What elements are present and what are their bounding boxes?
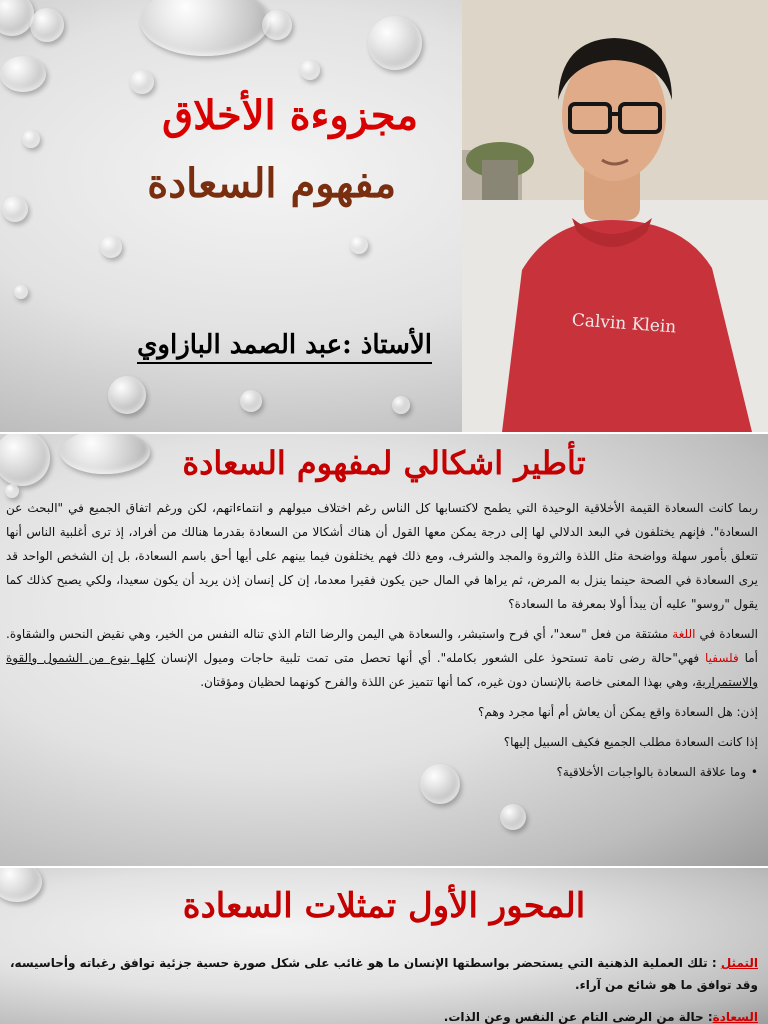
water-drop — [22, 130, 40, 148]
text-span: ، وهي بهذا المعنى خاصة بالإنسان دون غيره، كما أنها تتميز عن اللذة والفرح كونهما لحظيان ومؤقتان. — [200, 675, 696, 689]
water-drop — [14, 285, 28, 299]
definition-representation — [8, 952, 758, 996]
question-3-row — [6, 760, 758, 784]
water-drop — [0, 0, 34, 36]
text-span: السعادة في — [695, 627, 758, 641]
framing-slide — [0, 432, 768, 866]
term-label: التمثل — [720, 956, 758, 970]
text-span: فهي"حالة رضى تامة تستحوذ على الشعور بكامله". أي أنها تحصل متى تمت تلبية حاجات وميول الإنسان — [155, 651, 705, 665]
water-drop — [100, 236, 122, 258]
water-drop — [300, 60, 320, 80]
water-drop — [140, 0, 270, 56]
water-drop — [262, 10, 292, 40]
definition-paragraph — [6, 622, 758, 694]
definition-happiness — [8, 1006, 758, 1024]
teacher-name: الأستاذ :عبد الصمد البازاوي — [137, 330, 432, 364]
keyword-philosophically: فلسفيا — [704, 651, 739, 665]
question-3: وما علاقة السعادة بالواجبات الأخلاقية؟ — [556, 765, 746, 779]
water-drop — [130, 70, 154, 94]
question-2: إذا كانت السعادة مطلب الجميع فكيف السبيل إليها؟ — [503, 735, 758, 749]
water-drop — [108, 376, 146, 414]
question-1: إذن: هل السعادة واقع يمكن أن يعاش أم أنها مجرد وهم؟ — [478, 705, 758, 719]
intro-paragraph: ربما كانت السعادة القيمة الأخلاقية الوحيدة التي يطمح لاكتسابها كل الناس رغم اختلاف ميولهم و انتماءاتهم، لكن ورغم اتفاق الجميع في "البحث عن السعادة". فإنهم يختلفون في البعد الدلالي لها إلى درجة يمكن معها القول أن هناك أشكالا من السعادة بقدرما هنالك من أفراد، إذ ترى أغلبية الناس أنها تتعلق بأمور سهلة وواضحة مثل اللذة والثروة والمجد والشرف، ومع ذلك فهم يختلفون فيما بينهم على أيها أحق باسم السعادة، بل إن الشخص الواحد قد يرى السعادة في الصحة حينما ينزل به المرض، ثم يراها في المال حين يكون فقيرا معدما، إن كل إنسان إذن يريد أن يكون سعيدا، ولكي يصبح كذلك كما يقول "روسو" عليه أن يبدأ أولا بمعرفة ما السعادة؟ — [6, 501, 758, 611]
water-drop — [0, 56, 46, 92]
framing-title: تأطير اشكالي لمفهوم السعادة — [182, 444, 586, 482]
teacher-portrait-illustration — [462, 0, 768, 432]
underlined-phrase: كلها بنوع من الشمول والقوة والاستمرارية — [6, 651, 758, 689]
axis-title: المحور الأول تمثلات السعادة — [182, 886, 586, 926]
water-drop — [350, 236, 368, 254]
concept-title: مفهوم السعادة — [147, 160, 396, 207]
text-span: مشتقة من فعل "سعد"، أي فرح واستبشر، والسعادة هي اليمن والرضا التام الذي تناله النفس من الخير، وهي نقيض النحس والشقاوة. أما — [6, 627, 759, 665]
axis-slide — [0, 866, 768, 1024]
cover-slide — [0, 0, 768, 432]
teacher-photo — [462, 0, 768, 432]
water-drop — [368, 16, 422, 70]
water-drop — [392, 396, 410, 414]
module-title: مجزوءة الأخلاق — [162, 92, 418, 139]
term-definition: : تلك العملية الذهنية التي يستحضر بواسطتها الإنسان ما هو غائب على شكل صورة حسية جزئية توافق رغباته وأحاسيسه، وقد توافق ما هو شائع من آراء. — [9, 956, 758, 992]
term-definition: : حالة من الرضى التام عن النفس وعن الذات. — [443, 1010, 713, 1024]
water-drop — [30, 8, 64, 42]
term-label: السعادة — [712, 1010, 758, 1024]
framing-body — [6, 496, 758, 790]
keyword-language: اللغة — [672, 627, 696, 641]
shirt-logo-text: Calvin Klein — [571, 310, 677, 338]
water-drop — [500, 804, 526, 830]
bullet-icon: • — [750, 765, 758, 779]
water-drop — [240, 390, 262, 412]
water-drop — [2, 196, 28, 222]
